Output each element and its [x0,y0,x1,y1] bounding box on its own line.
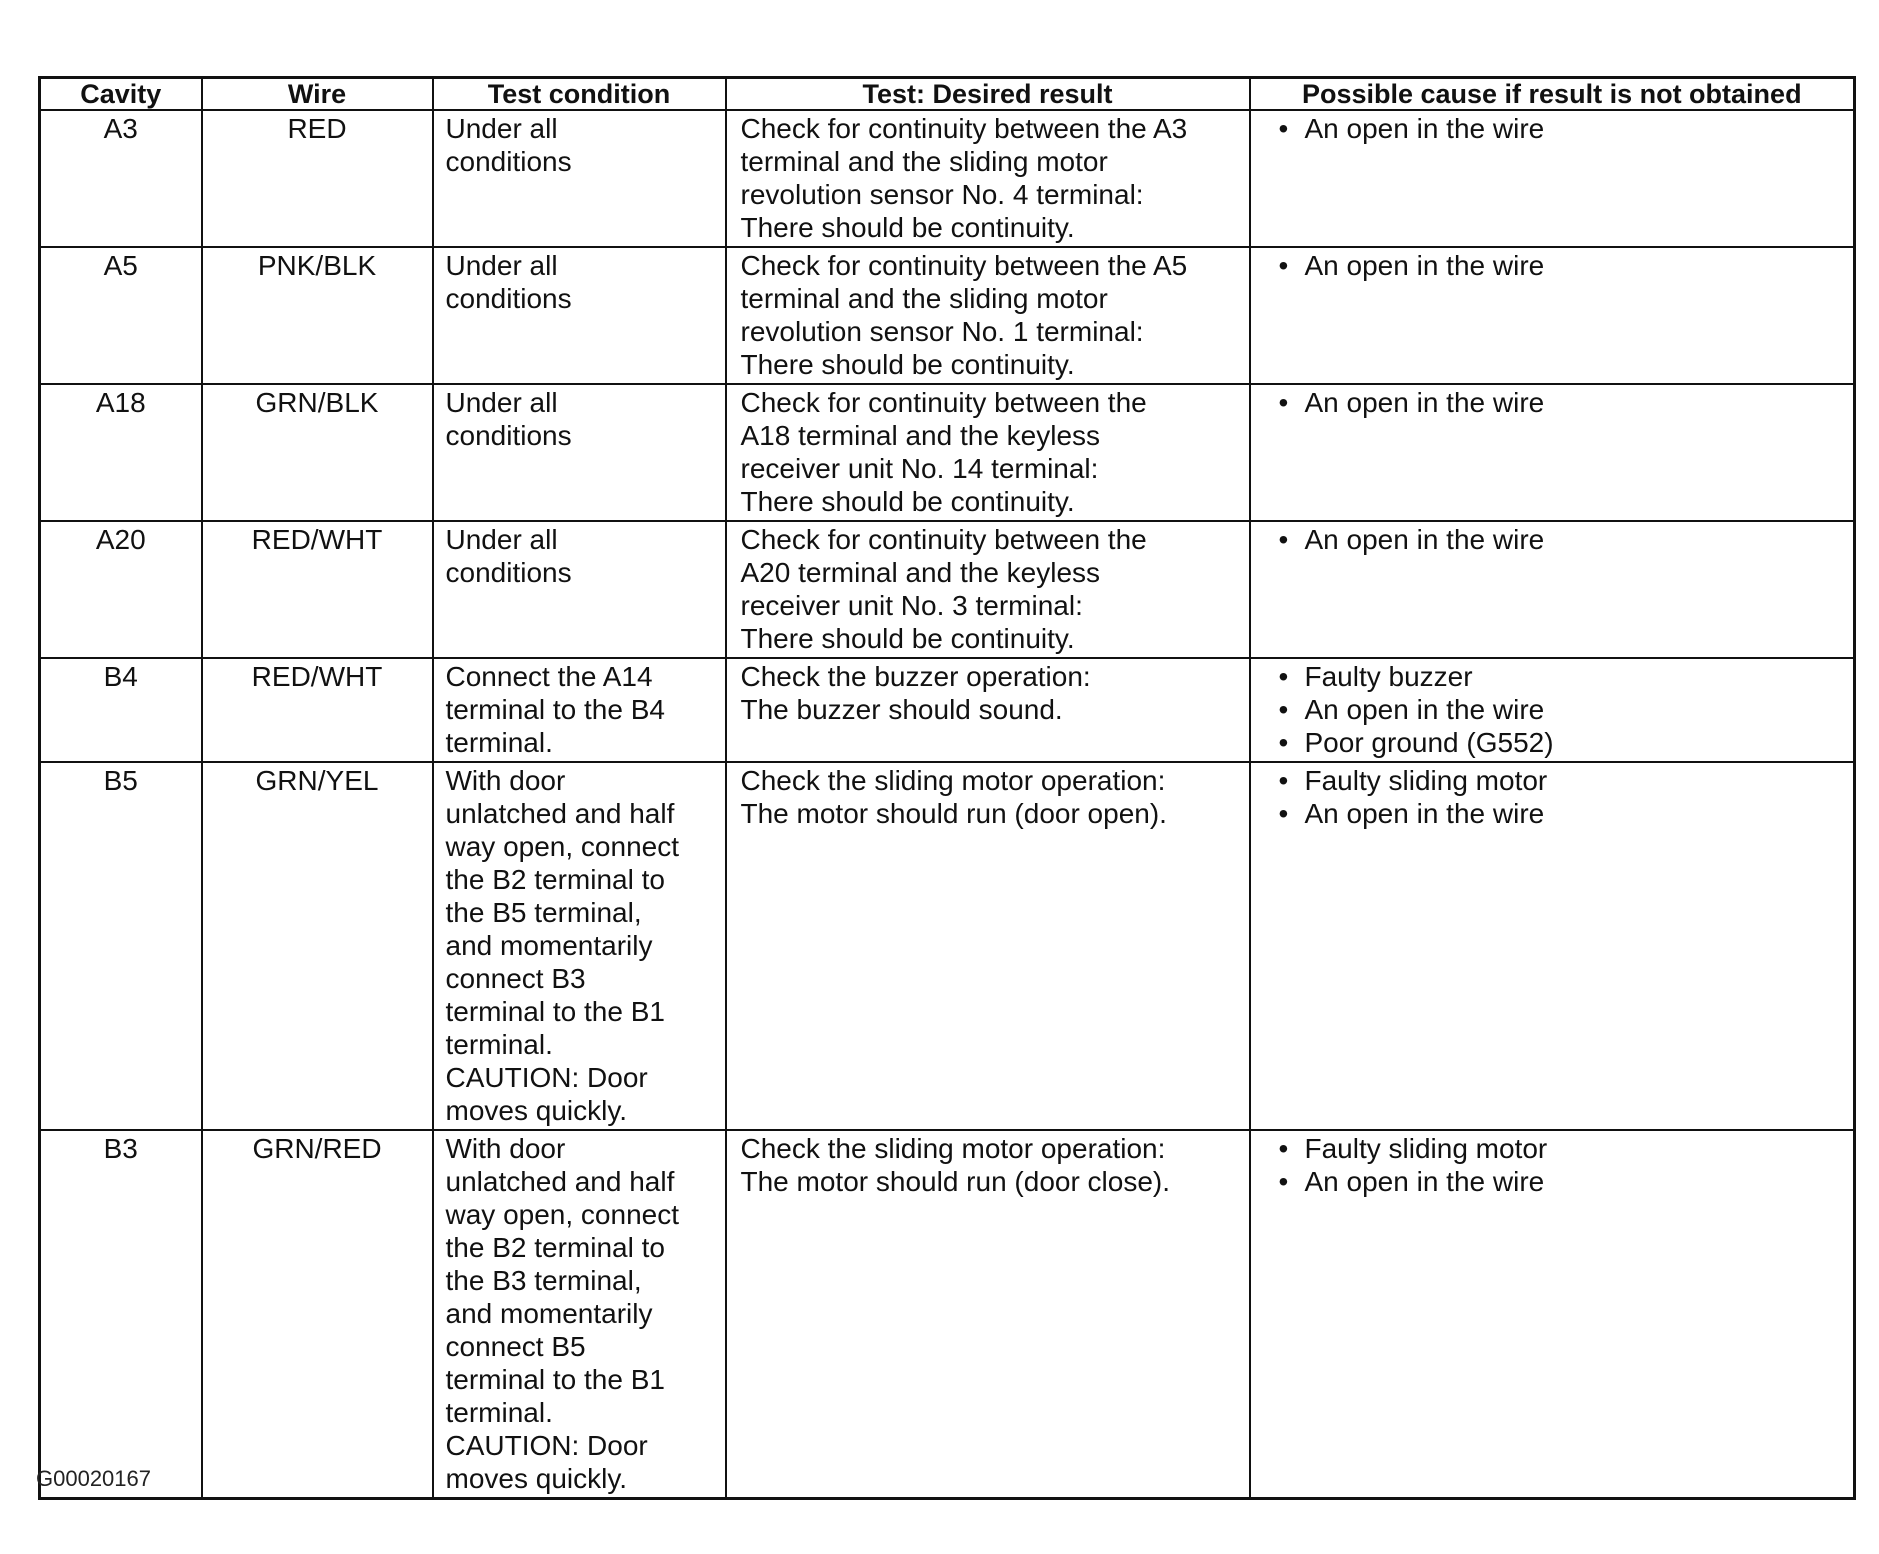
possible-cause-cell [1250,521,1855,658]
column-header: Cavity [40,78,202,111]
condition-line: terminal to the B4 [445,694,665,725]
desired-result-cell [726,1130,1250,1499]
condition-line: terminal. [445,1029,553,1060]
wire-cell: RED/WHT [202,521,433,658]
result-line: A20 terminal and the keyless [740,557,1101,588]
condition-line: the B2 terminal to [445,1232,665,1263]
wire-cell: RED/WHT [202,658,433,762]
table-row [40,658,1855,762]
condition-line: Under all [445,250,558,281]
table-row [40,762,1855,1130]
result-line: There should be continuity. [740,349,1075,380]
test-condition-cell [433,384,726,521]
result-line: Check the sliding motor operation: [740,1133,1166,1164]
desired-result-cell [726,521,1250,658]
condition-line: CAUTION: Door [445,1062,648,1093]
condition-line: connect B5 [445,1331,586,1362]
result-line: revolution sensor No. 1 terminal: [740,316,1144,347]
result-line: The motor should run (door close). [740,1166,1171,1197]
result-line: The motor should run (door open). [740,798,1167,829]
condition-line: Under all [445,387,558,418]
condition-line: Under all [445,524,558,555]
cause-list-item: • Poor ground (G552) [1279,726,1844,759]
condition-line: terminal to the B1 [445,996,665,1027]
condition-line: unlatched and half [445,798,675,829]
possible-cause-cell [1250,762,1855,1130]
possible-cause-cell [1250,384,1855,521]
possible-cause-cell [1250,1130,1855,1499]
cause-list-item: • An open in the wire [1279,386,1844,419]
figure-id: G00020167 [36,1466,151,1491]
table-row [40,1130,1855,1499]
table-row [40,110,1855,247]
test-condition-cell [433,110,726,247]
result-line: receiver unit No. 14 terminal: [740,453,1099,484]
wire-cell: GRN/BLK [202,384,433,521]
condition-line: moves quickly. [445,1095,628,1126]
cause-list [1263,764,1844,830]
result-line: terminal and the sliding motor [740,283,1108,314]
cavity-cell: A20 [40,521,202,658]
test-condition-cell [433,521,726,658]
condition-line: With door [445,765,566,796]
desired-result-cell [726,247,1250,384]
wire-cell: RED [202,110,433,247]
cause-list [1263,523,1844,556]
condition-line: conditions [445,557,572,588]
test-condition-cell [433,1130,726,1499]
result-line: Check for continuity between the A5 [740,250,1188,281]
condition-line: and momentarily [445,1298,653,1329]
wire-cell: GRN/YEL [202,762,433,1130]
possible-cause-cell [1250,658,1855,762]
condition-line: the B3 terminal, [445,1265,642,1296]
condition-line: conditions [445,420,572,451]
cavity-cell: B3 [40,1130,202,1499]
cavity-cell: A5 [40,247,202,384]
condition-line: terminal to the B1 [445,1364,665,1395]
cavity-cell: B5 [40,762,202,1130]
cause-list-item: • An open in the wire [1279,523,1844,556]
condition-line: the B5 terminal, [445,897,642,928]
desired-result-cell [726,762,1250,1130]
cause-list [1263,112,1844,145]
result-line: A18 terminal and the keyless [740,420,1101,451]
result-line: Check the sliding motor operation: [740,765,1166,796]
table-row [40,247,1855,384]
diagnostic-table [38,76,1856,1500]
table-header-row [40,78,1855,111]
table-body [40,110,1855,1499]
cause-list [1263,1132,1844,1198]
wire-cell: GRN/RED [202,1130,433,1499]
result-line: Check for continuity between the A3 [740,113,1188,144]
column-header: Possible cause if result is not obtained [1250,78,1855,111]
result-line: receiver unit No. 3 terminal: [740,590,1083,621]
cause-list-item: • An open in the wire [1279,797,1844,830]
cause-list-item: • Faulty sliding motor [1279,764,1844,797]
result-line: Check for continuity between the [740,524,1147,555]
condition-line: conditions [445,146,572,177]
test-condition-cell [433,762,726,1130]
cause-list [1263,660,1844,759]
result-line: There should be continuity. [740,486,1075,517]
condition-line: way open, connect [445,1199,679,1230]
table-row [40,384,1855,521]
condition-line: Connect the A14 [445,661,653,692]
column-header: Wire [202,78,433,111]
condition-line: unlatched and half [445,1166,675,1197]
condition-line: the B2 terminal to [445,864,665,895]
wire-cell: PNK/BLK [202,247,433,384]
condition-line: connect B3 [445,963,586,994]
condition-line: conditions [445,283,572,314]
condition-line: CAUTION: Door [445,1430,648,1461]
cavity-cell: A18 [40,384,202,521]
cavity-cell: B4 [40,658,202,762]
condition-line: way open, connect [445,831,679,862]
result-line: Check the buzzer operation: [740,661,1091,692]
result-line: terminal and the sliding motor [740,146,1108,177]
cause-list-item: • An open in the wire [1279,112,1844,145]
cause-list [1263,386,1844,419]
column-header: Test condition [433,78,726,111]
condition-line: moves quickly. [445,1463,628,1494]
desired-result-cell [726,658,1250,762]
condition-line: and momentarily [445,930,653,961]
cause-list-item: • An open in the wire [1279,693,1844,726]
result-line: revolution sensor No. 4 terminal: [740,179,1144,210]
cause-list-item: • An open in the wire [1279,249,1844,282]
condition-line: terminal. [445,727,553,758]
result-line: The buzzer should sound. [740,694,1063,725]
test-condition-cell [433,658,726,762]
condition-line: terminal. [445,1397,553,1428]
result-line: Check for continuity between the [740,387,1147,418]
cause-list-item: • Faulty sliding motor [1279,1132,1844,1165]
result-line: There should be continuity. [740,212,1075,243]
column-header: Test: Desired result [726,78,1250,111]
cause-list-item: • An open in the wire [1279,1165,1844,1198]
cavity-cell: A3 [40,110,202,247]
cause-list [1263,249,1844,282]
possible-cause-cell [1250,247,1855,384]
condition-line: With door [445,1133,566,1164]
desired-result-cell [726,384,1250,521]
desired-result-cell [726,110,1250,247]
condition-line: Under all [445,113,558,144]
possible-cause-cell [1250,110,1855,247]
table-row [40,521,1855,658]
cause-list-item: • Faulty buzzer [1279,660,1844,693]
result-line: There should be continuity. [740,623,1075,654]
test-condition-cell [433,247,726,384]
